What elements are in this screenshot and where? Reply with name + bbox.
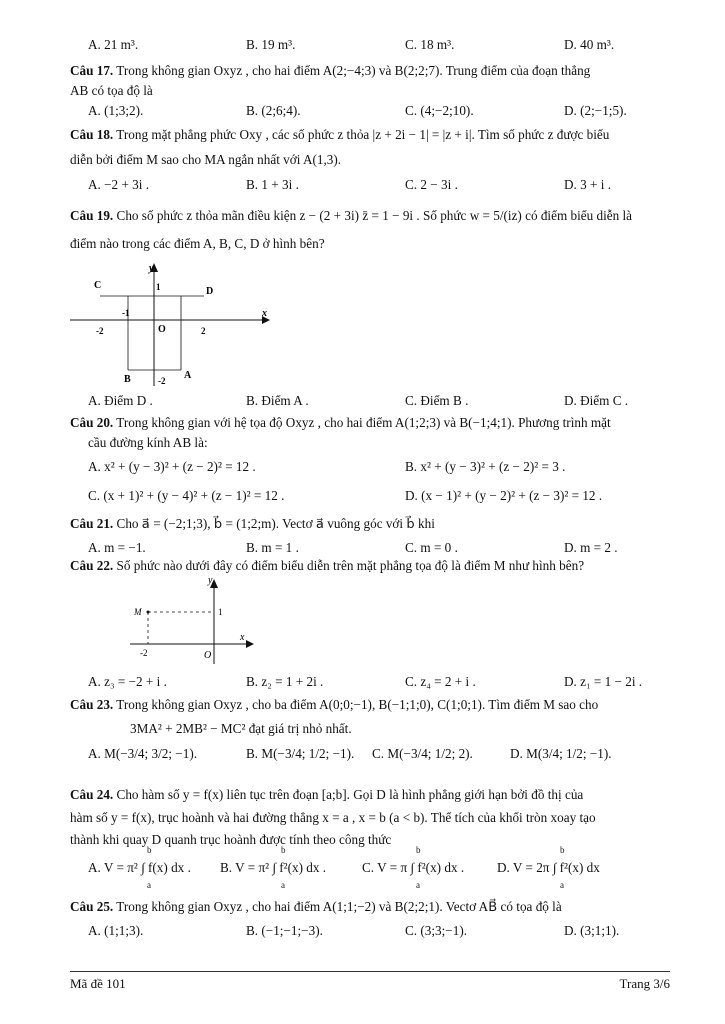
q18-option-c: C. 2 − 3i . — [405, 177, 458, 192]
footer-page-number: Trang 3/6 — [619, 976, 670, 991]
q22-point-m-label: M — [134, 607, 142, 617]
q17-text-1: Trong không gian Oxyz , cho hai điểm A(2;−4;3) và B(2;2;7). Trung điểm của đoạn thẳng — [116, 63, 591, 78]
q21-option-d: D. m = 2 . — [564, 540, 618, 555]
q21-line-1 — [70, 516, 435, 532]
q17-label: Câu 17. — [70, 63, 114, 78]
q19-point-c-label: C — [94, 280, 102, 291]
q22-label: Câu 22. — [70, 558, 114, 573]
q19-option-a: A. Điểm D . — [88, 393, 153, 408]
q24-b-upper: b — [281, 845, 286, 855]
q23-text-1: Trong không gian Oxyz , cho ba điểm A(0;0;−1), B(−1;1;0), C(1;0;1). Tìm điểm M sao cho — [116, 697, 599, 712]
q19-point-b-label: B — [124, 374, 131, 385]
q19-y-label: y — [149, 263, 154, 274]
q23-label: Câu 23. — [70, 697, 114, 712]
q23-text-2: 3MA² + 2MB² − MC² đạt giá trị nhỏ nhất. — [130, 721, 352, 736]
q17-option-c: C. (4;−2;10). — [405, 103, 474, 118]
q24-d-lower: a — [560, 880, 564, 890]
q22-x-label: x — [240, 632, 245, 643]
q19-tick-x2: 2 — [201, 326, 206, 336]
q25-option-a: A. (1;1;3). — [88, 923, 144, 938]
q19-text-2: điểm nào trong các điểm A, B, C, D ở hình bên? — [70, 236, 325, 251]
q18-text-1: Trong mặt phẳng phức Oxy , các số phức z thỏa |z + 2i − 1| = |z + i|. Tìm số phức z được biểu — [116, 127, 610, 142]
q20-text-2: cầu đường kính AB là: — [88, 435, 208, 450]
footer-divider — [70, 971, 670, 972]
q19-point-d-label: D — [206, 286, 214, 297]
q23-option-d: D. M(3/4; 1/2; −1). — [510, 746, 612, 761]
q22-origin-label: O — [204, 650, 212, 661]
q23-option-b: B. M(−3/4; 1/2; −1). — [246, 746, 355, 761]
q24-option-d — [497, 860, 600, 876]
q24-d-upper: b — [560, 845, 565, 855]
q23-line-1 — [70, 697, 598, 713]
q17-option-d: D. (2;−1;5). — [564, 103, 627, 118]
q24-line-1 — [70, 787, 583, 803]
q19-tick-ym2: -2 — [158, 376, 166, 386]
q20-line-1 — [70, 415, 611, 431]
q21-text-1: Cho a⃗ = (−2;1;3), b⃗ = (1;2;m). Vectơ a⃗ vuông góc với b⃗ khi — [116, 516, 435, 531]
q24-text-3: thành khi quay D quanh trục hoành được tính theo công thức — [70, 832, 392, 847]
q17-line-1 — [70, 63, 590, 79]
q21-option-a: A. m = −1. — [88, 540, 146, 555]
q21-label: Câu 21. — [70, 516, 114, 531]
q21-option-b: B. m = 1 . — [246, 540, 299, 555]
q19-figure — [66, 258, 276, 390]
q25-option-b: B. (−1;−1;−3). — [246, 923, 323, 938]
q19-line-1 — [70, 208, 632, 224]
q24-b-lower: a — [281, 880, 285, 890]
q20-label: Câu 20. — [70, 415, 114, 430]
q19-point-a-label: A — [184, 370, 192, 381]
q18-text-2: diễn bởi điểm M sao cho MA ngắn nhất với A(1,3). — [70, 152, 342, 167]
q24-option-c — [362, 860, 464, 876]
q23-option-c: C. M(−3/4; 1/2; 2). — [372, 746, 473, 761]
q19-tick-xm2: -2 — [96, 326, 104, 336]
q24-c-lower: a — [416, 880, 420, 890]
q19-tick-xm1: -1 — [122, 308, 130, 318]
q22-option-d: D. z₁ = 1 − 2i . — [564, 674, 643, 689]
q25-label: Câu 25. — [70, 899, 114, 914]
q24-option-d-text: D. V = 2π ∫ f²(x) dx — [497, 860, 600, 875]
q25-option-c: C. (3;3;−1). — [405, 923, 468, 938]
q19-option-d: D. Điểm C . — [564, 393, 629, 408]
q22-text-1: Số phức nào dưới đây có điểm biểu diễn trên mặt phẳng tọa độ là điểm M như hình bên? — [116, 558, 585, 573]
q19-origin-label: O — [158, 324, 166, 335]
q22-tick-xm2: -2 — [140, 648, 148, 658]
q22-option-a: A. z₃ = −2 + i . — [88, 674, 167, 689]
q24-option-b — [220, 860, 326, 876]
q24-a-lower: a — [147, 880, 151, 890]
q25-line-1 — [70, 899, 562, 915]
q19-tick-y1: 1 — [156, 282, 161, 292]
q20-text-1: Trong không gian với hệ tọa độ Oxyz , cho hai điểm A(1;2;3) và B(−1;4;1). Phương trình mặt — [116, 415, 611, 430]
q24-text-2: hàm số y = f(x), trục hoành và hai đường thẳng x = a , x = b (a < b). Thể tích của khối tròn xoay tạo — [70, 810, 596, 825]
q22-option-c: C. z₄ = 2 + i . — [405, 674, 476, 689]
q24-option-a — [88, 860, 191, 876]
q16-option-b: B. 19 m³. — [246, 37, 296, 52]
q24-option-c-text: C. V = π ∫ f²(x) dx . — [362, 860, 465, 875]
q25-option-d: D. (3;1;1). — [564, 923, 620, 938]
q18-line-1 — [70, 127, 609, 143]
q18-option-b: B. 1 + 3i . — [246, 177, 299, 192]
q19-text-1: Cho số phức z thỏa mãn điều kiện z − (2 + 3i) z̄ = 1 − 9i . Số phức w = 5/(iz) có điểm biểu diễn là — [116, 208, 633, 223]
q16-option-c: C. 18 m³. — [405, 37, 455, 52]
q19-option-b: B. Điểm A . — [246, 393, 309, 408]
q22-tick-y1: 1 — [218, 607, 223, 617]
q18-option-a: A. −2 + 3i . — [88, 177, 150, 192]
q24-c-upper: b — [416, 845, 421, 855]
q22-x-arrow-icon — [246, 640, 254, 648]
q24-option-b-text: B. V = π² ∫ f²(x) dx . — [220, 860, 327, 875]
q20-option-c: C. (x + 1)² + (y − 4)² + (z − 1)² = 12 . — [88, 488, 285, 503]
q17-option-a: A. (1;3;2). — [88, 103, 144, 118]
q22-option-b: B. z₂ = 1 + 2i . — [246, 674, 324, 689]
q24-a-upper: b — [147, 845, 152, 855]
q16-option-a: A. 21 m³. — [88, 37, 139, 52]
q19-label: Câu 19. — [70, 208, 114, 223]
q17-text-2: AB có tọa độ là — [70, 83, 153, 98]
q24-option-a-text: A. V = π² ∫ f(x) dx . — [88, 860, 191, 875]
q25-text-1: Trong không gian Oxyz , cho hai điểm A(1;1;−2) và B(2;2;1). Vectơ AB⃗ có tọa độ là — [116, 899, 562, 914]
q22-point-m — [147, 611, 150, 614]
q19-option-c: C. Điểm B . — [405, 393, 469, 408]
q22-y-label: y — [208, 575, 213, 586]
q24-label: Câu 24. — [70, 787, 114, 802]
q23-option-a: A. M(−3/4; 3/2; −1). — [88, 746, 198, 761]
q20-option-b: B. x² + (y − 3)² + (z − 2)² = 3 . — [405, 459, 566, 474]
q21-option-c: C. m = 0 . — [405, 540, 458, 555]
q18-label: Câu 18. — [70, 127, 114, 142]
q17-option-b: B. (2;6;4). — [246, 103, 301, 118]
q20-option-d: D. (x − 1)² + (y − 2)² + (z − 3)² = 12 . — [405, 488, 603, 503]
q24-text-1: Cho hàm số y = f(x) liên tục trên đoạn [a;b]. Gọi D là hình phẳng giới hạn bởi đồ thị của — [116, 787, 584, 802]
q20-option-a: A. x² + (y − 3)² + (z − 2)² = 12 . — [88, 459, 256, 474]
q18-option-d: D. 3 + i . — [564, 177, 611, 192]
q19-x-label: x — [262, 308, 267, 319]
q22-figure — [126, 574, 260, 666]
footer-exam-code: Mã đề 101 — [70, 976, 126, 991]
q16-option-d: D. 40 m³. — [564, 37, 615, 52]
q22-line-1 — [70, 558, 584, 574]
